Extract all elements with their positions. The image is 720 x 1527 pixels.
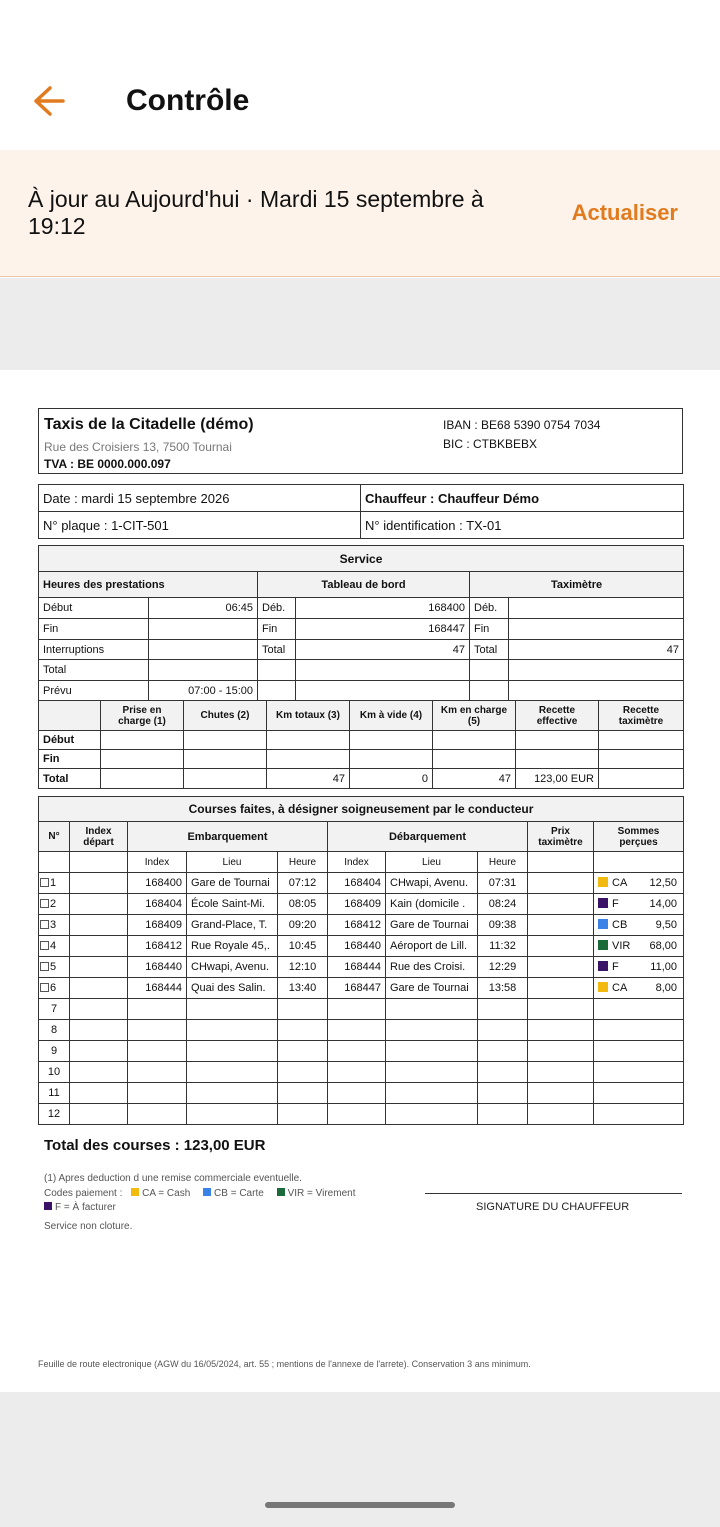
sommes-cell [594,873,684,894]
tb-value: 47 [296,640,470,660]
prix-cell [528,873,594,894]
courses-title: Courses faites, à désigner soigneusement par le conducteur [39,797,684,822]
tb-label: Déb. [258,598,296,619]
payment-swatch [598,961,608,971]
tx-label [470,681,509,701]
emb-lieu: Rue Royale 45,. [187,936,278,957]
sub-lieu: Lieu [187,852,278,873]
checkbox-icon[interactable] [40,983,49,992]
deb-heure: 12:29 [478,957,528,978]
tb-value: 168400 [296,598,470,619]
tx-label: Fin [470,619,509,640]
table-row [39,1083,684,1104]
deb-heure: 07:31 [478,873,528,894]
empty-course-rows [39,999,684,1125]
time-cell [149,640,258,660]
prix-cell [528,894,594,915]
col-num: N° [39,822,70,852]
deb-index: 168447 [328,978,386,999]
service-hours-header: Heures des prestations [39,572,258,598]
emb-index: 168440 [128,957,187,978]
row-number: 12 [39,1104,70,1125]
deb-index: 168444 [328,957,386,978]
table-row [39,1062,684,1083]
emb-index: 168412 [128,936,187,957]
payment-swatch [598,877,608,887]
emb-lieu: CHwapi, Avenu. [187,957,278,978]
sub-lieu: Lieu [386,852,478,873]
table-row [39,1104,684,1125]
divider-area [0,278,720,370]
prix-cell [528,957,594,978]
company-name: Taxis de la Citadelle (démo) [44,416,254,433]
prix-cell [528,936,594,957]
home-indicator[interactable] [265,1502,455,1508]
service-taximeter-header: Taximètre [470,572,684,598]
ident-cell: N° identification : TX-01 [361,512,684,539]
checkbox-icon[interactable] [40,920,49,929]
company-bic: BIC : CTBKBEBX [443,437,538,451]
payment-codes-legend [44,1188,355,1199]
index-depart-cell [70,894,128,915]
table-row [39,915,684,936]
payment-code: CB [612,919,628,931]
driver-cell: Chauffeur : Chauffeur Démo [361,485,684,512]
row-number: 10 [39,1062,70,1083]
row-label: Prévu [39,681,149,701]
app-bar [0,0,720,150]
cash-swatch [131,1188,139,1196]
km-row-label: Total [39,769,101,789]
legal-footer: Feuille de route electronique (AGW du 16/05/2024, art. 55 ; mentions de l'annexe de l'arrete). Conservation 3 ans minimum. [38,1359,531,1369]
km-totaux: 47 [267,769,350,789]
sub-index: Index [128,852,187,873]
index-depart-cell [70,873,128,894]
km-charge: 47 [433,769,516,789]
checkbox-icon[interactable] [40,899,49,908]
table-row [39,894,684,915]
date-cell: Date : mardi 15 septembre 2026 [39,485,361,512]
col-embarquement: Embarquement [128,822,328,852]
km-header: Recette taximètre [599,701,684,731]
row-number: 8 [39,1020,70,1041]
table-row [39,957,684,978]
tx-value [509,660,684,681]
table-row [39,936,684,957]
emb-lieu: École Saint-Mi. [187,894,278,915]
km-header: Prise en charge (1) [101,701,184,731]
payment-swatch [598,919,608,929]
emb-index: 168409 [128,915,187,936]
emb-index: 168404 [128,894,187,915]
tx-value [509,598,684,619]
tb-label [258,660,296,681]
deb-lieu: Rue des Croisi. [386,957,478,978]
km-table [38,700,684,789]
back-button[interactable] [30,84,68,118]
row-number[interactable]: 1 [39,873,70,894]
deb-heure: 13:58 [478,978,528,999]
payment-swatch [598,898,608,908]
deb-index: 168440 [328,936,386,957]
table-row [39,1020,684,1041]
service-title: Service [39,546,684,572]
deb-heure: 09:38 [478,915,528,936]
time-cell: 07:00 - 15:00 [149,681,258,701]
payment-code: CA [612,982,628,994]
table-row [39,1041,684,1062]
row-number: 9 [39,1041,70,1062]
code-vir: VIR = Virement [277,1188,356,1199]
payment-swatch [598,940,608,950]
tx-label: Déb. [470,598,509,619]
prix-cell [528,978,594,999]
payment-code: VIR [612,940,631,952]
tb-value [296,681,470,701]
emb-heure: 09:20 [278,915,328,936]
signature-label: SIGNATURE DU CHAUFFEUR [476,1201,630,1213]
km-cell [184,769,267,789]
course-rows [39,873,684,999]
row-number[interactable]: 2 [39,894,70,915]
deb-lieu: Gare de Tournai [386,915,478,936]
deb-lieu: Kain (domicile . [386,894,478,915]
code-cb: CB = Carte [203,1188,264,1199]
tb-value [296,660,470,681]
company-address: Rue des Croisiers 13, 7500 Tournai [44,440,232,454]
tb-value: 168447 [296,619,470,640]
emb-lieu: Grand-Place, T. [187,915,278,936]
total-courses: Total des courses : 123,00 EUR [44,1137,266,1154]
company-tva: TVA : BE 0000.000.097 [44,457,171,471]
km-row-label: Début [39,731,101,750]
prix-cell [528,915,594,936]
service-table [38,545,684,701]
tb-label: Total [258,640,296,660]
emb-heure: 08:05 [278,894,328,915]
row-number[interactable]: 4 [39,936,70,957]
amount: 68,00 [649,940,678,952]
km-vide: 0 [350,769,433,789]
km-header: Km en charge (5) [433,701,516,731]
deduction-note: (1) Apres deduction d une remise commerciale eventuelle. [44,1173,302,1184]
company-iban: IBAN : BE68 5390 0754 7034 [443,418,601,432]
row-number[interactable]: 3 [39,915,70,936]
deb-lieu: Aéroport de Lill. [386,936,478,957]
recette-effective: 123,00 EUR [516,769,599,789]
sub-index: Index [328,852,386,873]
row-number: 7 [39,999,70,1020]
col-index-depart: Index départ [70,822,128,852]
invoice-swatch [44,1202,52,1210]
deb-heure: 08:24 [478,894,528,915]
km-header: Km totaux (3) [267,701,350,731]
table-row [39,978,684,999]
row-label: Total [39,660,149,681]
checkbox-icon[interactable] [40,878,49,887]
payment-code: CA [612,877,628,889]
row-number[interactable]: 6 [39,978,70,999]
row-label: Interruptions [39,640,149,660]
deb-index: 168412 [328,915,386,936]
transfer-swatch [277,1188,285,1196]
deb-index: 168409 [328,894,386,915]
amount: 8,00 [655,982,678,994]
km-header: Km à vide (4) [350,701,433,731]
deb-heure: 11:32 [478,936,528,957]
courses-table [38,796,684,1125]
deb-lieu: Gare de Tournai [386,978,478,999]
index-depart-cell [70,957,128,978]
index-depart-cell [70,978,128,999]
amount: 11,00 [650,961,678,973]
card-swatch [203,1188,211,1196]
tx-value [509,681,684,701]
sub-heure: Heure [478,852,528,873]
emb-heure: 12:10 [278,957,328,978]
tx-value [509,619,684,640]
time-cell [149,660,258,681]
row-label: Fin [39,619,149,640]
index-depart-cell [70,915,128,936]
tx-label: Total [470,640,509,660]
service-status: Service non cloture. [44,1221,133,1232]
deb-index: 168404 [328,873,386,894]
km-header: Recette effective [516,701,599,731]
sommes-cell [594,915,684,936]
km-row-label: Fin [39,750,101,769]
amount: 12,50 [649,877,678,889]
checkbox-icon[interactable] [40,962,49,971]
sommes-cell [594,957,684,978]
signature-line [425,1193,682,1194]
col-prix: Prix taximètre [528,822,594,852]
checkbox-icon[interactable] [40,941,49,950]
page-title: Contrôle [126,84,250,117]
emb-heure: 07:12 [278,873,328,894]
amount: 14,00 [649,898,678,910]
code-f: F = À facturer [44,1202,116,1213]
emb-heure: 13:40 [278,978,328,999]
payment-swatch [598,982,608,992]
emb-heure: 10:45 [278,936,328,957]
sommes-cell [594,894,684,915]
deb-lieu: CHwapi, Avenu. [386,873,478,894]
sub-heure: Heure [278,852,328,873]
refresh-button[interactable]: Actualiser [571,200,678,225]
code-ca: CA = Cash [131,1188,190,1199]
time-cell [149,619,258,640]
payment-code: F [612,898,619,910]
emb-index: 168444 [128,978,187,999]
emb-lieu: Quai des Salin. [187,978,278,999]
service-dashboard-header: Tableau de bord [258,572,470,598]
tb-label [258,681,296,701]
codes-label: Codes paiement : [44,1188,123,1199]
plate-cell: N° plaque : 1-CIT-501 [39,512,361,539]
last-update-text: À jour au Aujourd'hui · Mardi 15 septembre à 19:12 [28,186,484,239]
row-label: Début [39,598,149,619]
tb-label: Fin [258,619,296,640]
payment-code: F [612,961,619,973]
km-cell [101,769,184,789]
table-row [39,999,684,1020]
sommes-cell [594,978,684,999]
arrow-left-icon [30,84,68,118]
tx-value: 47 [509,640,684,660]
col-sommes: Sommes perçues [594,822,684,852]
table-row [39,873,684,894]
tx-label [470,660,509,681]
amount: 9,50 [655,919,678,931]
recette-taximetre [599,769,684,789]
info-table [38,484,684,539]
index-depart-cell [70,936,128,957]
sommes-cell [594,936,684,957]
time-cell: 06:45 [149,598,258,619]
km-header: Chutes (2) [184,701,267,731]
col-debarquement: Débarquement [328,822,528,852]
row-number: 11 [39,1083,70,1104]
row-number[interactable]: 5 [39,957,70,978]
emb-index: 168400 [128,873,187,894]
emb-lieu: Gare de Tournai [187,873,278,894]
